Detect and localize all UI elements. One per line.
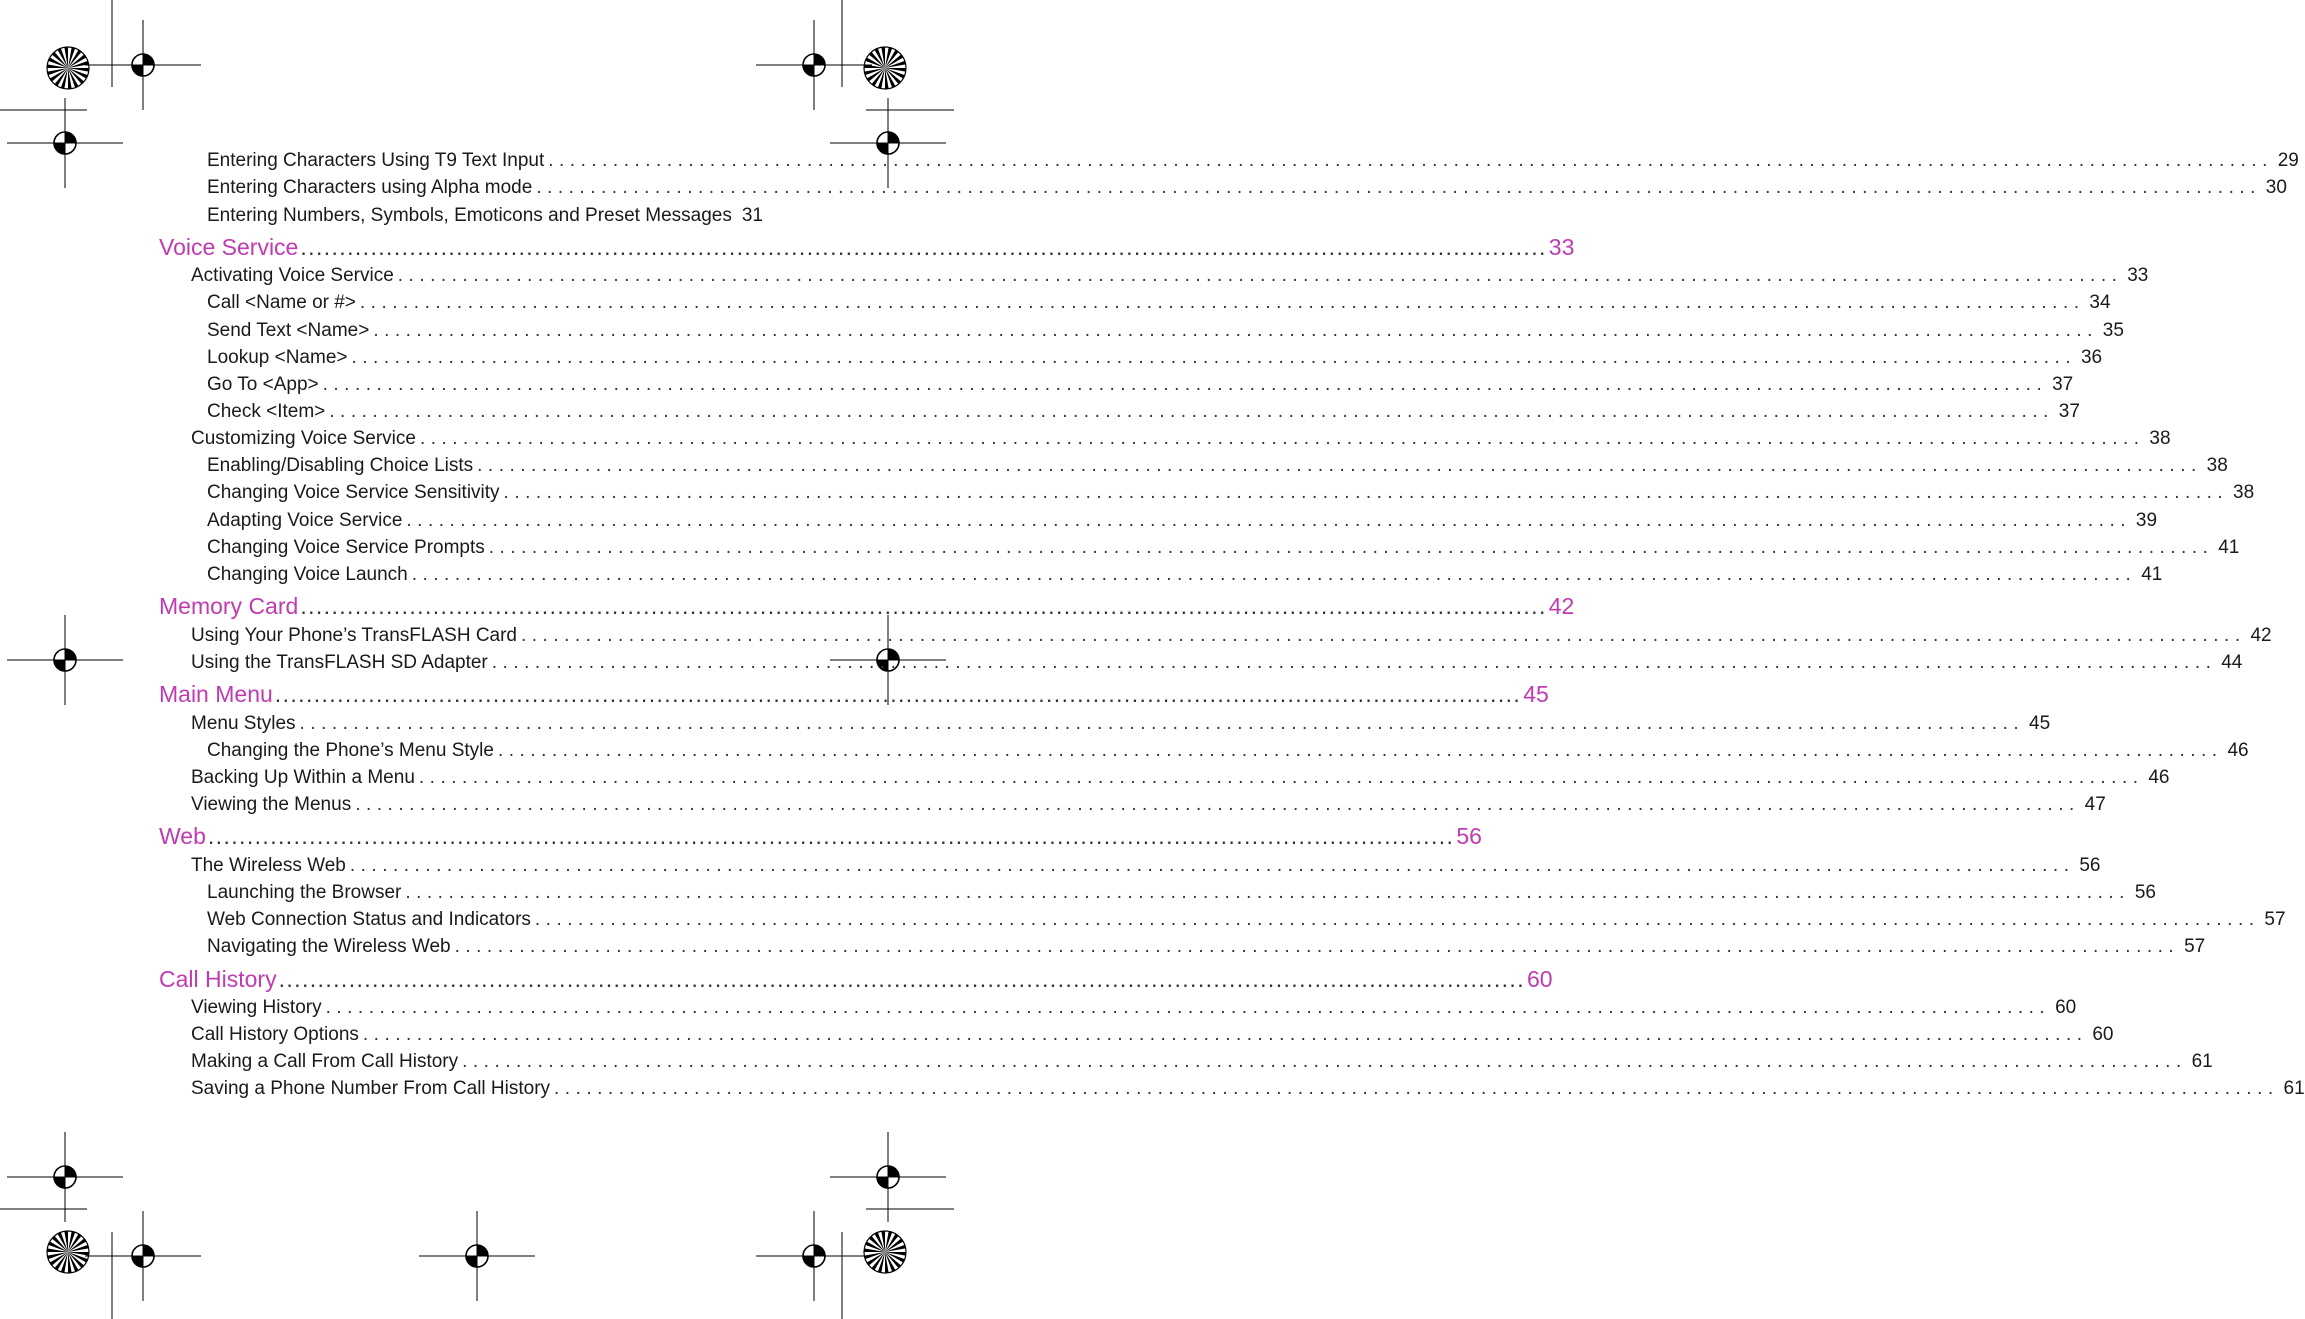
toc-page-number: 44 bbox=[2221, 652, 2243, 673]
toc-subentry[interactable] bbox=[207, 482, 2255, 504]
dot-leader: ................................................................................................................................................................ bbox=[554, 1078, 2279, 1099]
toc-title: Entering Characters Using T9 Text Input bbox=[207, 150, 545, 171]
toc-section-heading[interactable] bbox=[159, 966, 1553, 993]
toc-page-number: 42 bbox=[1548, 593, 1575, 619]
toc-subentry[interactable] bbox=[207, 374, 2074, 396]
toc-title: Call <Name or #> bbox=[207, 292, 356, 313]
dot-leader: ................................................................................................................................................................ bbox=[351, 347, 2077, 368]
toc-title: The Wireless Web bbox=[191, 855, 346, 876]
dot-leader: ................................................................................................................................................................ bbox=[405, 882, 2130, 903]
dot-leader: ................................................................................................................................................................ bbox=[548, 150, 2273, 171]
toc-title: Web bbox=[159, 823, 206, 849]
toc-title: Launching the Browser bbox=[207, 882, 402, 903]
toc-page-number: 42 bbox=[2250, 625, 2272, 646]
dot-leader: ................................................................................................................................................................ bbox=[419, 428, 2145, 449]
dot-leader: ................................................................................................................................................................ bbox=[503, 482, 2229, 503]
toc-entry[interactable] bbox=[191, 1051, 2213, 1073]
toc-title: Enabling/Disabling Choice Lists bbox=[207, 455, 474, 476]
toc-page-number: 57 bbox=[2184, 936, 2206, 957]
toc-page-number: 37 bbox=[2058, 401, 2080, 422]
toc-entry[interactable] bbox=[191, 1078, 2305, 1100]
toc-subentry[interactable] bbox=[207, 347, 2103, 369]
dot-leader: ................................................................................................................................................................ bbox=[325, 997, 2051, 1018]
toc-entry[interactable] bbox=[191, 428, 2171, 450]
toc-entry[interactable] bbox=[191, 794, 2106, 816]
toc-title: Backing Up Within a Menu bbox=[191, 767, 415, 788]
dot-leader: ................................................................................................................................................................ bbox=[207, 823, 1455, 849]
toc-section-heading[interactable] bbox=[159, 234, 1575, 261]
toc-title: Changing Voice Service Sensitivity bbox=[207, 482, 500, 503]
dot-leader: ................................................................................................................................................................ bbox=[278, 966, 1525, 992]
toc-page-number: 45 bbox=[1523, 681, 1549, 707]
dot-leader: ................................................................................................................................................................ bbox=[488, 537, 2214, 558]
toc-entry[interactable] bbox=[191, 652, 2243, 674]
toc-page-number: 46 bbox=[2227, 740, 2249, 761]
toc-title: Check <Item> bbox=[207, 401, 326, 422]
dot-leader: ................................................................................................................................................................ bbox=[322, 374, 2048, 395]
toc-title: Go To <App> bbox=[207, 374, 319, 395]
toc-title: Call History bbox=[159, 966, 277, 992]
toc-title: Navigating the Wireless Web bbox=[207, 936, 451, 957]
toc-title: Main Menu bbox=[159, 681, 273, 707]
toc-page-number: 37 bbox=[2052, 374, 2074, 395]
dot-leader: ................................................................................................................................................................ bbox=[491, 652, 2217, 673]
toc-page-number: 41 bbox=[2141, 564, 2163, 585]
toc-section-heading[interactable] bbox=[159, 681, 1549, 708]
toc-page-number: 29 bbox=[2277, 150, 2299, 171]
dot-leader: ................................................................................................................................................................ bbox=[536, 177, 2261, 198]
toc-page-number: 33 bbox=[1548, 234, 1575, 260]
toc-subentry[interactable] bbox=[207, 537, 2240, 559]
dot-leader: ................................................................................................................................................................ bbox=[373, 320, 2098, 341]
toc-subentry[interactable] bbox=[207, 177, 2287, 199]
toc-page-number: 56 bbox=[1456, 823, 1482, 849]
toc-subentry[interactable] bbox=[207, 564, 2163, 586]
toc-title: Menu Styles bbox=[191, 713, 296, 734]
toc-entry[interactable] bbox=[191, 265, 2149, 287]
toc-title: Web Connection Status and Indicators bbox=[207, 909, 531, 930]
dot-leader: ................................................................................................................................................................ bbox=[497, 740, 2223, 761]
dot-leader: ................................................................................................................................................................ bbox=[300, 593, 1547, 619]
dot-leader: ................................................................................................................................................................ bbox=[362, 1024, 2088, 1045]
toc-title: Call History Options bbox=[191, 1024, 359, 1045]
toc-page-number: 35 bbox=[2102, 320, 2124, 341]
dot-leader: ................................................................................................................................................................ bbox=[329, 401, 2054, 422]
toc-subentry[interactable] bbox=[207, 292, 2111, 314]
toc-entry[interactable] bbox=[191, 625, 2272, 647]
toc-page-number: 47 bbox=[2084, 794, 2106, 815]
toc-subentry[interactable] bbox=[207, 936, 2206, 958]
toc-subentry[interactable] bbox=[207, 740, 2249, 762]
dot-leader: ................................................................................................................................................................ bbox=[355, 794, 2080, 815]
toc-subentry[interactable] bbox=[207, 455, 2228, 477]
toc-page-number: 36 bbox=[2080, 347, 2103, 368]
toc-title: Changing the Phone’s Menu Style bbox=[207, 740, 494, 761]
dot-leader: ................................................................................................................................................................ bbox=[534, 909, 2260, 930]
toc-entry[interactable] bbox=[191, 1024, 2114, 1046]
toc-title: Activating Voice Service bbox=[191, 265, 394, 286]
toc-subentry[interactable] bbox=[207, 401, 2080, 423]
dot-leader: ................................................................................................................................................................ bbox=[300, 234, 1547, 260]
toc-page-number: 39 bbox=[2135, 510, 2158, 531]
toc-title: Using Your Phone’s TransFLASH Card bbox=[191, 625, 517, 646]
toc-section-heading[interactable] bbox=[159, 823, 1482, 850]
dot-leader: ................................................................................................................................................................ bbox=[418, 767, 2144, 788]
dot-leader: ................................................................................................................................................................ bbox=[349, 855, 2075, 876]
toc-page-number: 46 bbox=[2148, 767, 2170, 788]
dot-leader: ................................................................................................................................................................ bbox=[406, 510, 2132, 531]
toc-subentry[interactable] bbox=[207, 150, 2299, 172]
toc-page-number: 57 bbox=[2264, 909, 2286, 930]
toc-page-number: 45 bbox=[2029, 713, 2051, 734]
toc-page-number: 31 bbox=[741, 205, 763, 226]
toc-title: Lookup <Name> bbox=[207, 347, 348, 368]
dot-leader: ................................................................................................................................................................ bbox=[477, 455, 2202, 476]
toc-title: Voice Service bbox=[159, 234, 299, 260]
toc-page-number: 41 bbox=[2218, 537, 2240, 558]
toc-title: Making a Call From Call History bbox=[191, 1051, 459, 1072]
toc-title: Using the TransFLASH SD Adapter bbox=[191, 652, 488, 673]
toc-entry[interactable] bbox=[191, 855, 2101, 877]
toc-title: Viewing History bbox=[191, 997, 322, 1018]
toc-title: Send Text <Name> bbox=[207, 320, 370, 341]
toc-page-number: 56 bbox=[2134, 882, 2156, 903]
toc-title: Saving a Phone Number From Call History bbox=[191, 1078, 551, 1099]
toc-title: Memory Card bbox=[159, 593, 299, 619]
dot-leader: ................................................................................................................................................................ bbox=[299, 713, 2025, 734]
toc-page-number: 38 bbox=[2206, 455, 2228, 476]
toc-title: Customizing Voice Service bbox=[191, 428, 416, 449]
toc-subentry[interactable] bbox=[207, 882, 2156, 904]
toc-title: Viewing the Menus bbox=[191, 794, 352, 815]
dot-leader bbox=[736, 205, 737, 227]
toc-page-number: 60 bbox=[2055, 997, 2077, 1018]
dot-leader: ................................................................................................................................................................ bbox=[521, 625, 2246, 646]
toc-title: Adapting Voice Service bbox=[207, 510, 403, 531]
toc-page-number: 56 bbox=[2079, 855, 2101, 876]
toc-page-number: 33 bbox=[2127, 265, 2149, 286]
toc-page-number: 60 bbox=[2092, 1024, 2114, 1045]
toc-page-number: 60 bbox=[1527, 966, 1553, 992]
toc-subentry[interactable] bbox=[207, 909, 2286, 931]
toc-title: Changing Voice Launch bbox=[207, 564, 408, 585]
toc-entry[interactable] bbox=[191, 767, 2170, 789]
toc-subentry[interactable] bbox=[207, 320, 2124, 342]
dot-leader: ................................................................................................................................................................ bbox=[359, 292, 2085, 313]
toc-page-number: 34 bbox=[2089, 292, 2111, 313]
toc-entry[interactable] bbox=[191, 997, 2077, 1019]
toc-page-number: 30 bbox=[2265, 177, 2287, 198]
toc-page-number: 61 bbox=[2283, 1078, 2305, 1099]
dot-leader: ................................................................................................................................................................ bbox=[274, 681, 1522, 707]
toc-subentry[interactable] bbox=[207, 205, 763, 227]
dot-leader: ................................................................................................................................................................ bbox=[462, 1051, 2187, 1072]
toc-title: Entering Numbers, Symbols, Emoticons and Preset Messages bbox=[207, 205, 732, 226]
toc-page-number: 61 bbox=[2191, 1051, 2213, 1072]
toc-section-heading[interactable] bbox=[159, 593, 1575, 620]
dot-leader: ................................................................................................................................................................ bbox=[411, 564, 2137, 585]
toc-entry[interactable] bbox=[191, 713, 2051, 735]
toc-title: Entering Characters using Alpha mode bbox=[207, 177, 533, 198]
toc-subentry[interactable] bbox=[207, 510, 2158, 532]
dot-leader: ................................................................................................................................................................ bbox=[454, 936, 2180, 957]
dot-leader: ................................................................................................................................................................ bbox=[397, 265, 2123, 286]
toc-title: Changing Voice Service Prompts bbox=[207, 537, 485, 558]
toc-page-number: 38 bbox=[2233, 482, 2255, 503]
toc-page-number: 38 bbox=[2149, 428, 2171, 449]
